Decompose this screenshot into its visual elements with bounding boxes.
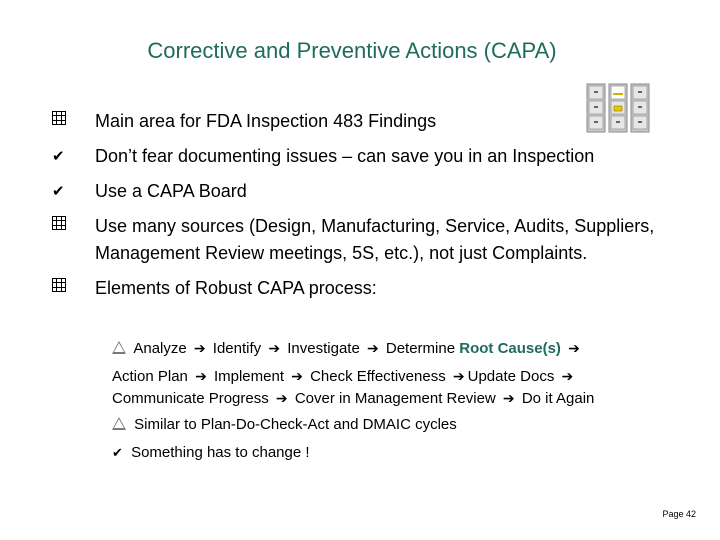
root-cause-label: Root Cause(s) xyxy=(459,340,561,357)
grid-icon xyxy=(52,216,66,230)
check-icon: ✔ xyxy=(112,445,123,460)
triangle-bullet-icon xyxy=(112,417,126,430)
arrow-right-icon: ➔ xyxy=(195,368,207,384)
arrow-right-icon: ➔ xyxy=(502,390,515,406)
triangle-bullet-icon xyxy=(112,341,126,354)
arrow-right-icon: ➔ xyxy=(366,340,379,356)
arrow-right-icon: ➔ xyxy=(561,368,574,384)
note-pdca: Similar to Plan-Do-Check-Act and DMAIC cycles xyxy=(112,414,457,436)
note-change: ✔ Something has to change ! xyxy=(112,444,310,461)
bullet-item: ✔ Use a CAPA Board xyxy=(52,178,672,205)
arrow-right-icon: ➔ xyxy=(193,340,206,356)
arrow-right-icon: ➔ xyxy=(275,390,288,406)
bullet-item: ✔ Don’t fear documenting issues – can save you in an Inspection xyxy=(52,143,672,170)
bullet-item: Main area for FDA Inspection 483 Findings xyxy=(52,108,672,135)
bullet-item: Elements of Robust CAPA process: xyxy=(52,275,672,302)
slide-title: Corrective and Preventive Actions (CAPA) xyxy=(147,38,557,63)
process-line-1: Analyze ➔ Identify ➔ Investigate ➔ Determine Root Cause(s) ➔ xyxy=(112,337,583,360)
page-number: Page 42 xyxy=(662,509,696,519)
arrow-right-icon: ➔ xyxy=(268,340,281,356)
check-icon: ✔ xyxy=(52,148,65,165)
arrow-right-icon: ➔ xyxy=(452,368,465,384)
arrow-right-icon: ➔ xyxy=(568,340,580,356)
grid-icon xyxy=(52,111,66,125)
arrow-right-icon: ➔ xyxy=(291,368,303,384)
process-line-3: Communicate Progress ➔ Cover in Management Review ➔ Do it Again xyxy=(112,390,595,407)
bullet-list xyxy=(52,108,672,302)
check-icon: ✔ xyxy=(52,183,65,200)
process-line-2: Action Plan ➔ Implement ➔ Check Effectiveness ➔ Update Docs ➔ xyxy=(112,368,574,385)
grid-icon xyxy=(52,278,66,292)
bullet-item: Use many sources (Design, Manufacturing, Service, Audits, Suppliers, Management Review meetings, 5S, etc.), not just Complaints. xyxy=(52,213,672,267)
